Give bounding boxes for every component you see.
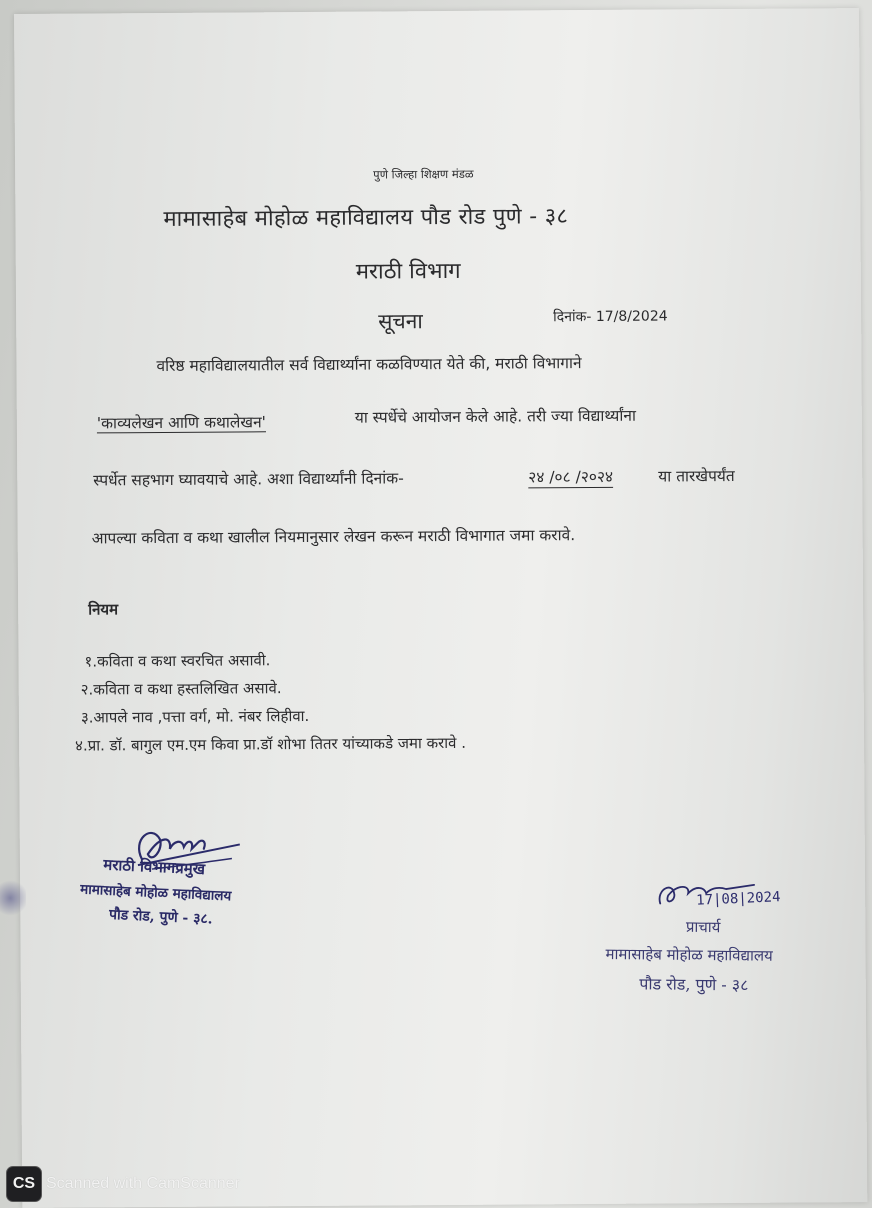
ink-smudge bbox=[0, 878, 26, 918]
principal-stamp-college: मामासाहेब मोहोळ महाविद्यालय bbox=[605, 944, 773, 965]
body-line-2: या स्पर्धेचे आयोजन केले आहे. तरी ज्या विद्यार्थ्यांना bbox=[354, 406, 637, 427]
principal-stamp bbox=[605, 916, 826, 996]
rule-item: ३.आपले नाव ,पत्ता वर्ग, मो. नंबर लिहीवा. bbox=[80, 706, 310, 727]
principal-signature-date: 17|08|2024 bbox=[695, 889, 781, 909]
rules-heading: नियम bbox=[88, 600, 119, 619]
principal-stamp-address: पौड रोड, पुणे - ३८ bbox=[639, 974, 749, 995]
body-line-4: आपल्या कविता व कथा खालील नियमानुसार लेखन करून मराठी विभागात जमा करावे. bbox=[91, 526, 576, 548]
camscanner-watermark bbox=[6, 1166, 240, 1202]
college-name: मामासाहेब मोहोळ महाविद्यालय पौड रोड पुणे - ३८ bbox=[163, 204, 569, 232]
deadline-date: २४ /०८ /२०२४ bbox=[528, 467, 614, 487]
body-line-3: स्पर्धेत सहभाग घ्यावयाचे आहे. अशा विद्यार्थ्यांनी दिनांक- bbox=[93, 469, 404, 490]
body-line-1: वरिष्ठ महाविद्यालयातील सर्व विद्यार्थ्यांना कळविण्यात येते की, मराठी विभागाने bbox=[156, 354, 582, 376]
camscanner-watermark-text: Scanned with CamScanner bbox=[46, 1175, 240, 1192]
notice-date: दिनांक- 17/8/2024 bbox=[553, 308, 668, 326]
camscanner-logo-icon: CS bbox=[6, 1166, 42, 1202]
rule-item: १.कविता व कथा स्वरचित असावी. bbox=[84, 651, 271, 671]
hod-stamp-title: मराठी विभागप्रमुख bbox=[102, 855, 206, 879]
notice-paper bbox=[14, 8, 867, 1208]
notice-title: सूचना bbox=[378, 309, 423, 334]
competition-name: 'काव्यलेखन आणि कथालेखन' bbox=[96, 413, 266, 433]
hod-stamp bbox=[79, 854, 312, 933]
department-name: मराठी विभाग bbox=[355, 258, 461, 285]
organization-name: पुणे जिल्हा शिक्षण मंडळ bbox=[373, 166, 474, 182]
rule-item: ४.प्रा. डॉ. बागुल एम.एम किवा प्रा.डॉ शोभा तितर यांच्याकडे जमा करावे . bbox=[75, 733, 467, 755]
hod-stamp-address: पौड रोड, पुणे - ३८. bbox=[108, 906, 213, 928]
rule-item: २.कविता व कथा हस्तलिखित असावे. bbox=[80, 679, 282, 699]
body-line-3-end: या तारखेपर्यंत bbox=[658, 466, 735, 486]
hod-stamp-college: मामासाहेब मोहोळ महाविद्यालय bbox=[79, 881, 232, 905]
principal-title: प्राचार्य bbox=[685, 917, 721, 937]
